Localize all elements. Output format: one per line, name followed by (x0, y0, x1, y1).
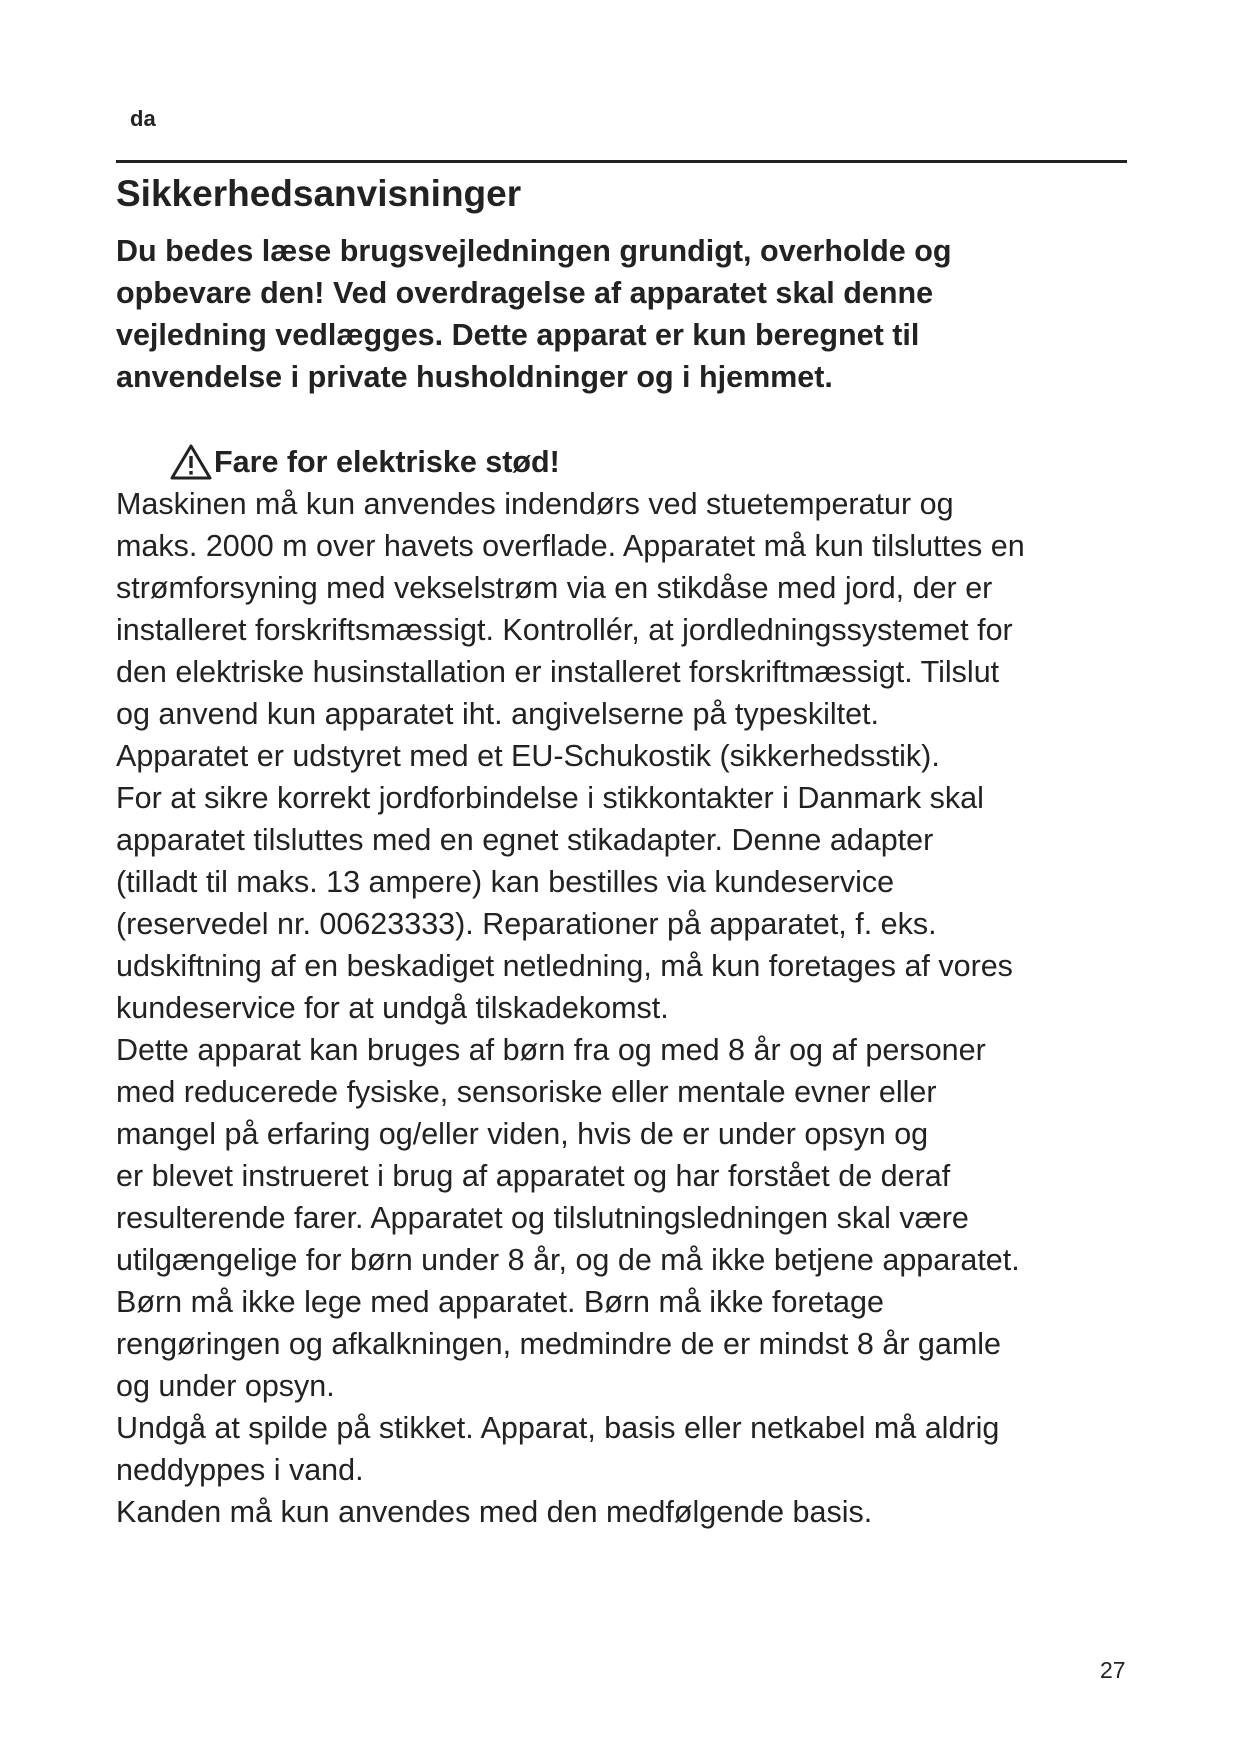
intro-line: vejledning vedlægges. Dette apparat er kun beregnet til (116, 318, 920, 352)
page-title: Sikkerhedsanvisninger (116, 173, 522, 214)
body-line: strømforsyning med vekselstrøm via en stikdåse med jord, der er (116, 571, 993, 605)
body-line: udskiftning af en beskadiget netledning, må kun foretages af vores (116, 949, 1013, 983)
warning-heading-text: Fare for elektriske stød! (214, 445, 560, 479)
body-line: mangel på erfaring og/eller viden, hvis de er under opsyn og (116, 1117, 929, 1151)
body-line: Dette apparat kan bruges af børn fra og med 8 år og af personer (116, 1033, 986, 1067)
body-line: rengøringen og afkalkningen, medmindre de er mindst 8 år gamle (116, 1327, 1001, 1361)
body-line: og anvend kun apparatet iht. angivelserne på typeskiltet. (116, 697, 880, 731)
intro-line: opbevare den! Ved overdragelse af apparatet skal denne (116, 276, 934, 310)
language-tag: da (130, 106, 156, 131)
intro-paragraph (116, 230, 1126, 398)
header-divider (116, 160, 1127, 163)
body-line: For at sikre korrekt jordforbindelse i stikkontakter i Danmark skal (116, 781, 984, 815)
body-line: maks. 2000 m over havets overflade. Apparatet må kun tilsluttes en (116, 529, 1025, 563)
body-line: installeret forskriftsmæssigt. Kontrollér, at jordledningssystemet for (116, 613, 1013, 647)
intro-line: Du bedes læse brugsvejledningen grundigt, overholde og (116, 234, 952, 268)
body-line: (tilladt til maks. 13 ampere) kan bestilles via kundeservice (116, 865, 895, 899)
body-line: Undgå at spilde på stikket. Apparat, basis eller netkabel må aldrig (116, 1411, 1000, 1445)
safety-body-text (116, 483, 1131, 1533)
body-line: kundeservice for at undgå tilskadekomst. (116, 991, 669, 1025)
body-line: neddyppes i vand. (116, 1453, 364, 1487)
body-line: apparatet tilsluttes med en egnet stikadapter. Denne adapter (116, 823, 934, 857)
body-line: er blevet instrueret i brug af apparatet og har forstået de deraf (116, 1159, 951, 1193)
body-line: Maskinen må kun anvendes indendørs ved stuetemperatur og (116, 487, 954, 521)
body-line: resulterende farer. Apparatet og tilslutningsledningen skal være (116, 1201, 969, 1235)
body-line: med reducerede fysiske, sensoriske eller mentale evner eller (116, 1075, 937, 1109)
body-line: (reservedel nr. 00623333). Reparationer på apparatet, f. eks. (116, 907, 937, 941)
warning-heading (170, 441, 560, 483)
body-line: og under opsyn. (116, 1369, 335, 1403)
body-line: Børn må ikke lege med apparatet. Børn må ikke foretage (116, 1285, 884, 1319)
body-line: Kanden må kun anvendes med den medfølgende basis. (116, 1495, 873, 1529)
body-line: den elektriske husinstallation er installeret forskriftmæssigt. Tilslut (116, 655, 1000, 689)
page-number: 27 (1100, 1657, 1126, 1683)
body-line: utilgængelige for børn under 8 år, og de må ikke betjene apparatet. (116, 1243, 1020, 1277)
warning-triangle-icon (170, 444, 212, 480)
body-line: Apparatet er udstyret med et EU-Schukostik (sikkerhedsstik). (116, 739, 940, 773)
intro-line: anvendelse i private husholdninger og i hjemmet. (116, 360, 833, 394)
